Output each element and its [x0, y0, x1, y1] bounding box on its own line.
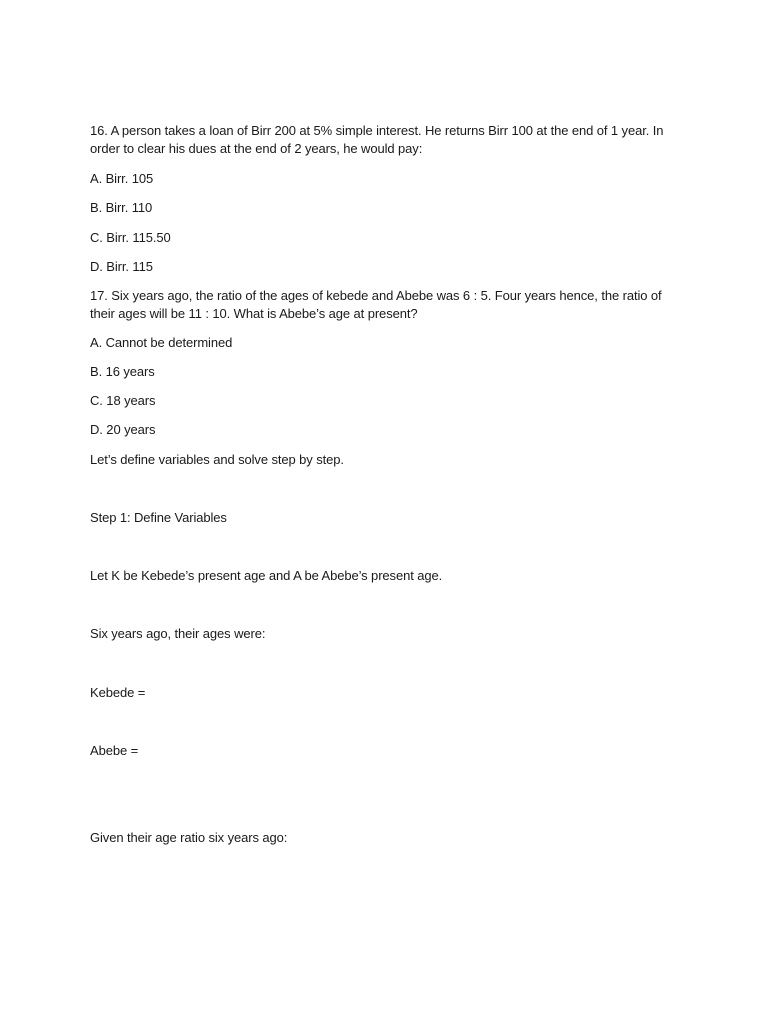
- question-17-option-d: D. 20 years: [90, 422, 156, 437]
- question-17-option-c: C. 18 years: [90, 393, 156, 408]
- variable-definition: Let K be Kebede’s present age and A be Abebe’s present age.: [90, 568, 443, 583]
- question-17-text: 17. Six years ago, the ratio of the ages of kebede and Abebe was 6 : 5. Four years hence, the ratio of their ages will be 11 : 10. What is Abebe’s age at present?: [90, 288, 662, 321]
- given-ratio-text: Given their age ratio six years ago:: [90, 830, 288, 845]
- question-16-option-a: A. Birr. 105: [90, 171, 154, 186]
- question-16-option-b: B. Birr. 110: [90, 200, 153, 215]
- solution-intro: Let’s define variables and solve step by step.: [90, 452, 344, 467]
- abebe-age-line: Abebe =: [90, 743, 139, 758]
- question-17-option-b: B. 16 years: [90, 364, 155, 379]
- kebede-age-line: Kebede =: [90, 685, 146, 700]
- question-16-option-c: C. Birr. 115.50: [90, 230, 171, 245]
- question-16-option-d: D. Birr. 115: [90, 259, 153, 274]
- question-17-option-a: A. Cannot be determined: [90, 335, 233, 350]
- question-16-text: 16. A person takes a loan of Birr 200 at 5% simple interest. He returns Birr 100 at the end of 1 year. In order to clear his dues at the end of 2 years, he would pay:: [90, 123, 664, 156]
- six-years-ago-text: Six years ago, their ages were:: [90, 626, 266, 641]
- step-1-heading: Step 1: Define Variables: [90, 510, 227, 525]
